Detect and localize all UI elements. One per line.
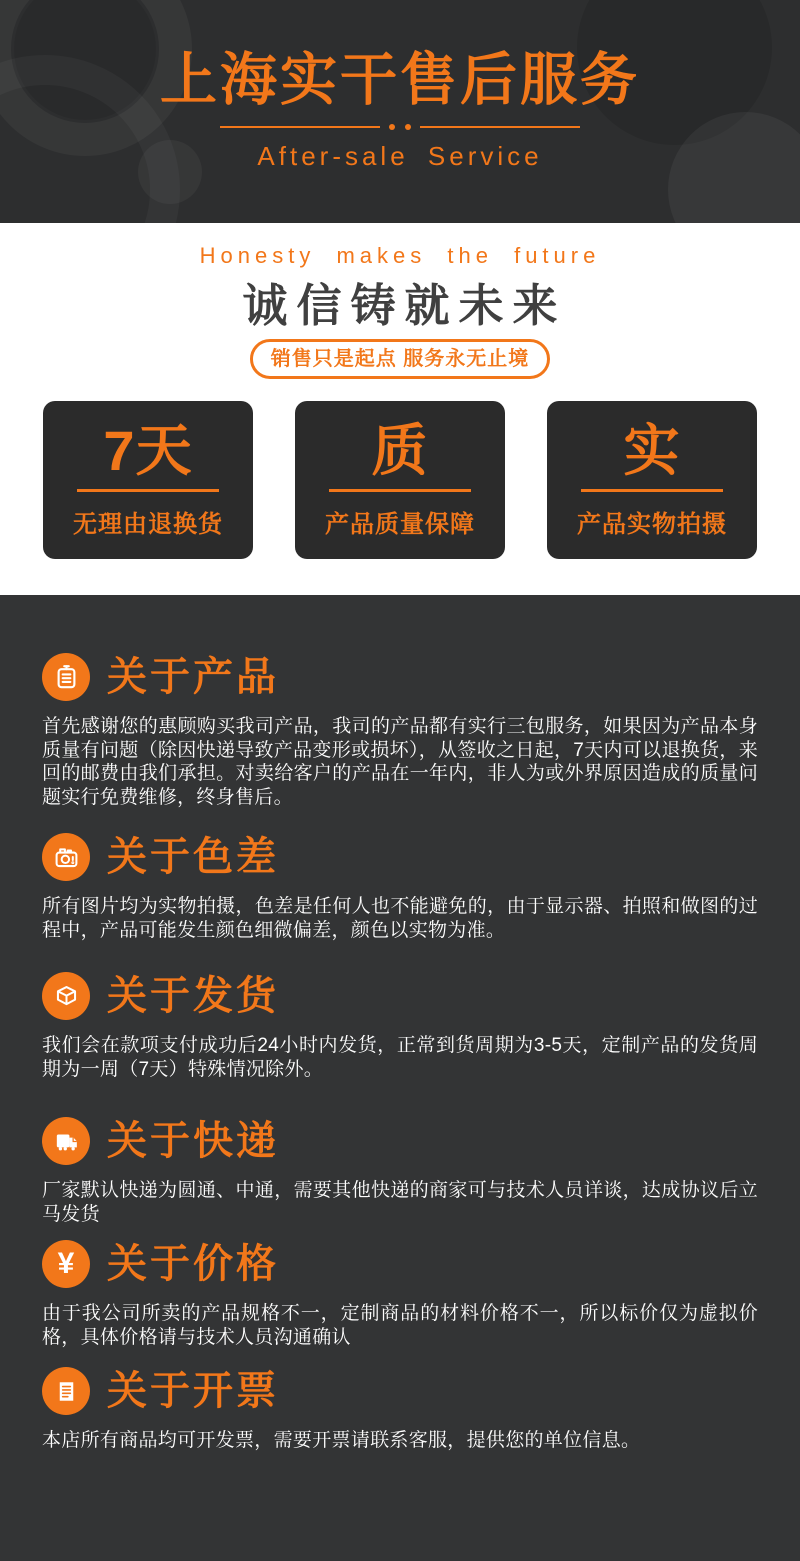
box-icon (42, 972, 90, 1020)
section-title: 关于快递 (107, 1119, 279, 1163)
section-title: 关于色差 (107, 835, 279, 879)
divider-line (220, 126, 380, 128)
section-title: 关于价格 (107, 1242, 279, 1286)
promise-card-returns (43, 401, 253, 559)
page-title: 上海实干售后服务 (160, 48, 640, 112)
section-heading (42, 972, 758, 1020)
title-divider (220, 124, 580, 130)
page-subtitle: After-sale Service (257, 141, 543, 171)
yuan-symbol: ¥ (57, 1247, 75, 1280)
promise-card-quality (295, 401, 505, 559)
card-big-text: 质 (371, 418, 429, 482)
camera-icon (42, 833, 90, 881)
card-big-text: 7天 (103, 418, 193, 482)
card-label: 无理由退换货 (73, 510, 223, 538)
section-title: 关于开票 (107, 1369, 279, 1413)
promise-cards (0, 401, 800, 559)
card-underline (77, 489, 219, 492)
section-heading (42, 1240, 758, 1288)
section-body: 厂家默认快递为圆通、中通，需要其他快递的商家可与技术人员详谈，达成协议后立马发货 (42, 1180, 758, 1225)
section-body: 由于我公司所卖的产品规格不一，定制商品的材料价格不一，所以标价仅为虚拟价格，具体价格请与技术人员沟通确认 (42, 1303, 758, 1348)
section-body: 所有图片均为实物拍摄，色差是任何人也不能避免的，由于显示器、拍照和做图的过程中，产品可能发生颜色细微偏差，颜色以实物为准。 (42, 896, 758, 941)
divider-dot (389, 124, 395, 130)
card-underline (581, 489, 723, 492)
clipboard-icon (42, 653, 90, 701)
section-heading (42, 1367, 758, 1415)
tagline-en: Honesty makes the future (199, 243, 601, 268)
divider-line (420, 126, 580, 128)
section-body: 首先感谢您的惠顾购买我司产品，我司的产品都有实行三包服务，如果因为产品本身质量有问题（除因快递导致产品变形或损坏），从签收之日起，7天内可以退换货，来回的邮费由我们承担。对卖给客户的产品在一年内，非人为或外界原因造成的质量问题实行免费维修，终身售后。 (42, 716, 758, 808)
card-big-text: 实 (623, 418, 681, 482)
divider-dot (405, 124, 411, 130)
section-title: 关于发货 (107, 974, 279, 1018)
info-item-invoice (42, 1367, 758, 1453)
info-item-product (42, 653, 758, 809)
slogan-pill: 销售只是起点 服务永无止境 (250, 339, 551, 379)
promise-card-real-photos (547, 401, 757, 559)
invoice-icon (42, 1367, 90, 1415)
info-item-shipping (42, 972, 758, 1081)
info-item-express (42, 1117, 758, 1226)
section-body: 本店所有商品均可开发票，需要开票请联系客服，提供您的单位信息。 (42, 1430, 641, 1451)
section-body: 我们会在款项支付成功后24小时内发货，正常到货周期为3-5天，定制产品的发货周期为一周（7天）特殊情况除外。 (42, 1035, 758, 1080)
card-label: 产品实物拍摄 (577, 510, 727, 538)
promise-section (0, 223, 800, 595)
info-section (0, 595, 800, 1453)
truck-icon (42, 1117, 90, 1165)
info-item-price (42, 1240, 758, 1349)
yuan-icon (42, 1240, 90, 1288)
section-heading (42, 833, 758, 881)
hero-banner (0, 0, 800, 223)
info-item-color (42, 833, 758, 942)
card-underline (329, 489, 471, 492)
card-label: 产品质量保障 (325, 510, 475, 538)
section-title: 关于产品 (107, 655, 279, 699)
tagline-cn: 诚信铸就未来 (242, 280, 567, 331)
section-heading (42, 1117, 758, 1165)
section-heading (42, 653, 758, 701)
